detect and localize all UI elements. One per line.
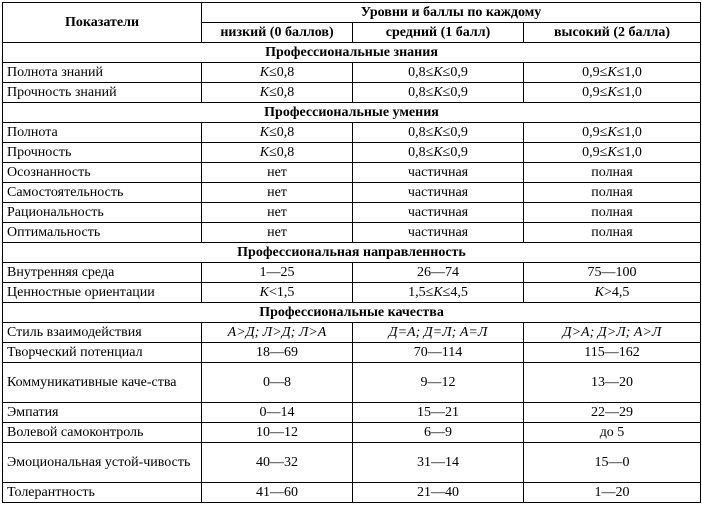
cell-high: полная (524, 163, 701, 183)
section-title: Профессиональные качества (3, 303, 701, 323)
cell-high: 0,9≤K≤1,0 (524, 63, 701, 83)
levels-title-header: Уровни и баллы по каждому (202, 3, 701, 23)
table-row (3, 363, 701, 403)
cell-medium: 0,8≤K≤0,9 (353, 123, 524, 143)
row-name: Внутренняя среда (3, 263, 202, 283)
cell-high: Д>А; Д>Л; А>Л (524, 323, 701, 343)
row-name: Волевой самоконтроль (3, 423, 202, 443)
row-name: Прочность знаний (3, 83, 202, 103)
table-row (3, 163, 701, 183)
cell-medium: частичная (353, 223, 524, 243)
cell-low: 18—69 (202, 343, 353, 363)
table-row (3, 63, 701, 83)
cell-medium: 1,5≤K≤4,5 (353, 283, 524, 303)
row-name: Полнота (3, 123, 202, 143)
cell-high: 0,9≤K≤1,0 (524, 143, 701, 163)
cell-high: до 5 (524, 423, 701, 443)
levels-table (2, 2, 701, 503)
cell-low: А>Д; Л>Д; Л>А (202, 323, 353, 343)
cell-medium: 31—14 (353, 443, 524, 483)
table-row (3, 203, 701, 223)
cell-low: 40—32 (202, 443, 353, 483)
row-name: Оптимальность (3, 223, 202, 243)
cell-high: 13—20 (524, 363, 701, 403)
cell-medium: частичная (353, 163, 524, 183)
cell-medium: 9—12 (353, 363, 524, 403)
cell-low: 0—14 (202, 403, 353, 423)
cell-high: 0,9≤K≤1,0 (524, 83, 701, 103)
table-row (3, 283, 701, 303)
table-row (3, 263, 701, 283)
cell-medium: 21—40 (353, 483, 524, 503)
cell-low: нет (202, 203, 353, 223)
cell-high: полная (524, 183, 701, 203)
cell-high: 115—162 (524, 343, 701, 363)
cell-low: нет (202, 183, 353, 203)
cell-medium: 0,8≤K≤0,9 (353, 63, 524, 83)
cell-high: 0,9≤K≤1,0 (524, 123, 701, 143)
level-high-header: высокий (2 балла) (524, 23, 701, 43)
cell-medium: частичная (353, 183, 524, 203)
cell-medium: 70—114 (353, 343, 524, 363)
row-name: Самостоятельность (3, 183, 202, 203)
cell-low: K≤0,8 (202, 63, 353, 83)
cell-low: нет (202, 163, 353, 183)
table-row (3, 403, 701, 423)
cell-low: 0—8 (202, 363, 353, 403)
table-row (3, 483, 701, 503)
cell-low: 10—12 (202, 423, 353, 443)
cell-high: K>4,5 (524, 283, 701, 303)
cell-low: 41—60 (202, 483, 353, 503)
row-name: Эмпатия (3, 403, 202, 423)
cell-medium: 26—74 (353, 263, 524, 283)
cell-medium: 6—9 (353, 423, 524, 443)
row-name: Стиль взаимодействия (3, 323, 202, 343)
cell-low: нет (202, 223, 353, 243)
level-low-header: низкий (0 баллов) (202, 23, 353, 43)
row-name: Толерантность (3, 483, 202, 503)
cell-low: 1—25 (202, 263, 353, 283)
table-row (3, 423, 701, 443)
table-row (3, 223, 701, 243)
cell-high: 15—0 (524, 443, 701, 483)
row-name: Осознанность (3, 163, 202, 183)
row-name: Творческий потенциал (3, 343, 202, 363)
cell-medium: 15—21 (353, 403, 524, 423)
cell-medium: Д=А; Д=Л; А=Л (353, 323, 524, 343)
cell-low: K≤0,8 (202, 83, 353, 103)
cell-medium: частичная (353, 203, 524, 223)
row-name: Прочность (3, 143, 202, 163)
section-title: Профессиональные умения (3, 103, 701, 123)
cell-high: 75—100 (524, 263, 701, 283)
section-title: Профессиональная направленность (3, 243, 701, 263)
table-row (3, 183, 701, 203)
cell-low: K<1,5 (202, 283, 353, 303)
cell-high: полная (524, 203, 701, 223)
cell-high: полная (524, 223, 701, 243)
cell-low: K≤0,8 (202, 123, 353, 143)
table-row (3, 343, 701, 363)
row-name: Полнота знаний (3, 63, 202, 83)
cell-medium: 0,8≤K≤0,9 (353, 83, 524, 103)
cell-medium: 0,8≤K≤0,9 (353, 143, 524, 163)
level-medium-header: средний (1 балл) (353, 23, 524, 43)
table-row (3, 123, 701, 143)
cell-high: 22—29 (524, 403, 701, 423)
table-row (3, 323, 701, 343)
table-row (3, 443, 701, 483)
row-name: Коммуникативные каче-ства (3, 363, 202, 403)
table-row (3, 143, 701, 163)
table-row (3, 83, 701, 103)
cell-low: K≤0,8 (202, 143, 353, 163)
indicators-header: Показатели (3, 3, 202, 43)
cell-high: 1—20 (524, 483, 701, 503)
row-name: Эмоциональная устой-чивость (3, 443, 202, 483)
row-name: Ценностные ориентации (3, 283, 202, 303)
row-name: Рациональность (3, 203, 202, 223)
section-title: Профессиональные знания (3, 43, 701, 63)
